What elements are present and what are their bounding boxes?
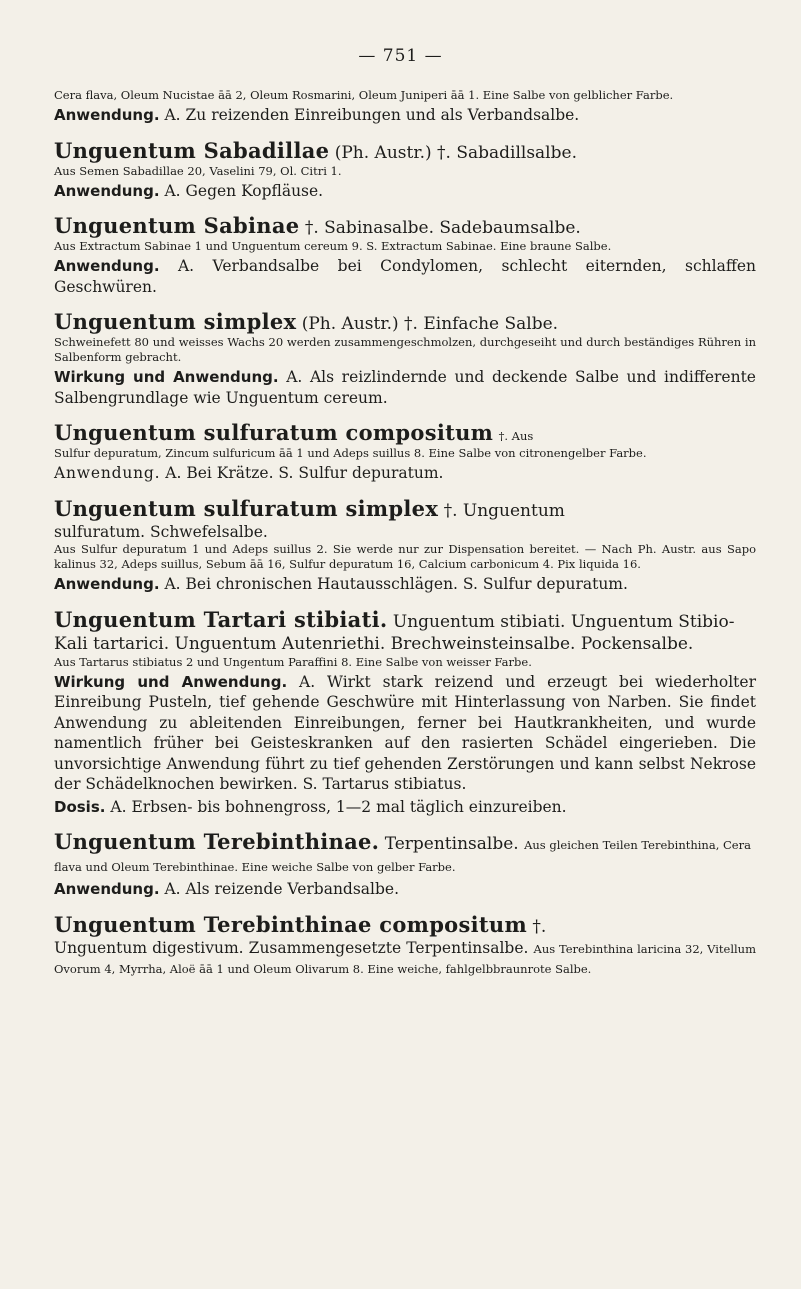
entry-simplex (54, 311, 756, 408)
entry-use (54, 463, 756, 484)
entry-sabadillae (54, 137, 756, 202)
entry-desc: Schweinefett 80 und weisses Wachs 20 werden zusammengeschmolzen, durchgeseiht und durch beständiges Rühren in Salbenform gebracht. (54, 335, 756, 364)
entry-head-rest: Terpentinsalbe. (384, 834, 519, 854)
entry-heading (54, 422, 756, 446)
entry-terebinthinae-compositum (54, 911, 756, 979)
entry-label: Anwendung. (54, 464, 161, 482)
entry-title: Unguentum simplex (54, 309, 297, 334)
use-label: Anwendung. (54, 106, 160, 124)
entry-dosis (54, 797, 756, 818)
intro-use (54, 105, 756, 126)
entry-head-line2 (54, 938, 756, 979)
entry-sulfuratum-compositum (54, 422, 756, 484)
entry-title: Unguentum Sabinae (54, 213, 300, 238)
entry-title: Unguentum sulfuratum simplex (54, 495, 439, 521)
entry-head-rest: †. Unguentum (443, 500, 565, 521)
entry-use (54, 672, 756, 795)
entry-head-rest: (Ph. Austr.) †. Sabadillsalbe. (334, 142, 577, 163)
entry-head-rest: †. Sabinasalbe. Sadebaumsalbe. (304, 218, 581, 238)
entry-desc: Aus Extractum Sabinae 1 und Unguentum cereum 9. S. Extractum Sabinae. Eine braune Salbe. (54, 239, 612, 253)
entry-text: A. Bei chronischen Hautausschlägen. S. Sulfur depuratum. (164, 575, 628, 593)
entry-heading (54, 495, 756, 522)
page-content (54, 88, 756, 993)
entry-heading (54, 911, 756, 938)
entry-title: Unguentum Terebinthinae compositum (54, 911, 527, 937)
entry-text: A. Als reizende Verbandsalbe. (164, 880, 400, 898)
entry-head-rest: Unguentum stibiati. Unguentum Stibio-Kali tartarici. Unguentum Autenriethi. Brechweinsteinsalbe. Pockensalbe. (54, 611, 735, 654)
entry-use (54, 367, 756, 408)
entry-use (54, 574, 756, 595)
entry-desc: Aus Terebinthina laricina 32, Vitellum Ovorum 4, Myrrha, Aloë āā 1 und Oleum Olivarum 8. Eine weiche, fahlgelbbraunrote Salbe. (54, 941, 756, 976)
entry-desc: Aus gleichen Teilen Terebinthina, Cera flava und Oleum Terebinthinae. Eine weiche Salbe von gelber Farbe. (54, 838, 751, 874)
entry-sulfuratum-simplex (54, 495, 756, 595)
entry-heading (54, 311, 756, 335)
entry-title: Unguentum sulfuratum compositum (54, 420, 494, 445)
entry-sabinae (54, 215, 756, 297)
entry-label: Wirkung und Anwendung. (54, 368, 279, 386)
entry-label: Anwendung. (54, 181, 160, 200)
entry-desc: Aus Sulfur depuratum 1 und Adeps suillus 2. Sie werde nur zur Dispensation bereitet. — Nach Ph. Austr. aus Sapo kalinus 32, Adeps suillus, Sebum āā 16, Sulfur depuratum 16, Calcium carbonicum 4. Pix liquida 16. (54, 542, 756, 571)
entry-use (54, 879, 756, 900)
entry-title: Unguentum Sabadillae (54, 137, 330, 163)
page-number: — 751 — (358, 46, 443, 66)
intro-block (54, 88, 756, 126)
entry-text: A. Gegen Kopfläuse. (164, 181, 324, 200)
entry-heading (54, 606, 756, 655)
entry-desc: Aus Tartarus stibiatus 2 und Ungentum Paraffini 8. Eine Salbe von weisser Farbe. (54, 654, 532, 669)
entry-heading (54, 137, 756, 164)
entry-head-rest: (Ph. Austr.) †. Einfache Salbe. (301, 314, 559, 334)
dosis-label: Dosis. (54, 797, 106, 816)
entry-head-rest: †. Aus (498, 429, 534, 443)
entry-title: Unguentum Terebinthinae. (54, 829, 380, 854)
entry-use (54, 181, 756, 202)
entry-label: Wirkung und Anwendung. (54, 672, 288, 691)
entry-title: Unguentum Tartari stibiati. (54, 606, 388, 632)
entry-terebinthinae (54, 831, 756, 900)
entry-label: Anwendung. (54, 575, 160, 593)
entry-heading (54, 215, 756, 239)
entry-use (54, 256, 756, 297)
entry-text: A. Als reizlindernde und deckende Salbe und indifferente Salbengrundlage wie Unguentum cereum. (54, 368, 756, 407)
entry-label: Anwendung. (54, 880, 160, 898)
entry-heading (54, 831, 756, 877)
entry-synonyms: Unguentum digestivum. Zusammengesetzte Terpentinsalbe. (54, 938, 529, 957)
use-text: A. Zu reizenden Einreibungen und als Verbandsalbe. (164, 106, 580, 124)
entry-label: Anwendung. (54, 257, 160, 275)
entry-text: A. Bei Krätze. S. Sulfur depuratum. (165, 464, 444, 482)
entry-text: A. Verbandsalbe bei Condylomen, schlecht eiternden, schlaffen Geschwüren. (54, 257, 756, 296)
entry-desc: Aus Semen Sabadillae 20, Vaselini 79, Ol. Citri 1. (54, 163, 342, 178)
intro-text: Cera flava, Oleum Nucistae āā 2, Oleum Rosmarini, Oleum Juniperi āā 1. Eine Salbe von gelblicher Farbe. (54, 88, 674, 102)
entry-tartari-stibiati (54, 606, 756, 818)
dosis-text: A. Erbsen- bis bohnengross, 1—2 mal täglich einzureiben. (110, 797, 567, 816)
entry-head-line2: sulfuratum. Schwefelsalbe. (54, 522, 268, 541)
entry-desc: Sulfur depuratum, Zincum sulfuricum āā 1 und Adeps suillus 8. Eine Salbe von citronengelber Farbe. (54, 446, 647, 460)
entry-head-rest: †. (532, 916, 547, 937)
entry-text: A. Wirkt stark reizend und erzeugt bei wiederholter Einreibung Pusteln, tief gehende Geschwüre mit Hinterlassung von Narben. Sie findet Anwendung zu ableitenden Einreibungen, ferner bei Hautkrankheiten, und wurde namentlich früher bei Geisteskranken auf den rasierten Schädel eingerieben. Die unvorsichtige Anwendung führt zu tief gehenden Zerstörungen und kann selbst Nekrose der Schädelknochen bewirken. S. Tartarus stibiatus. (54, 672, 756, 793)
